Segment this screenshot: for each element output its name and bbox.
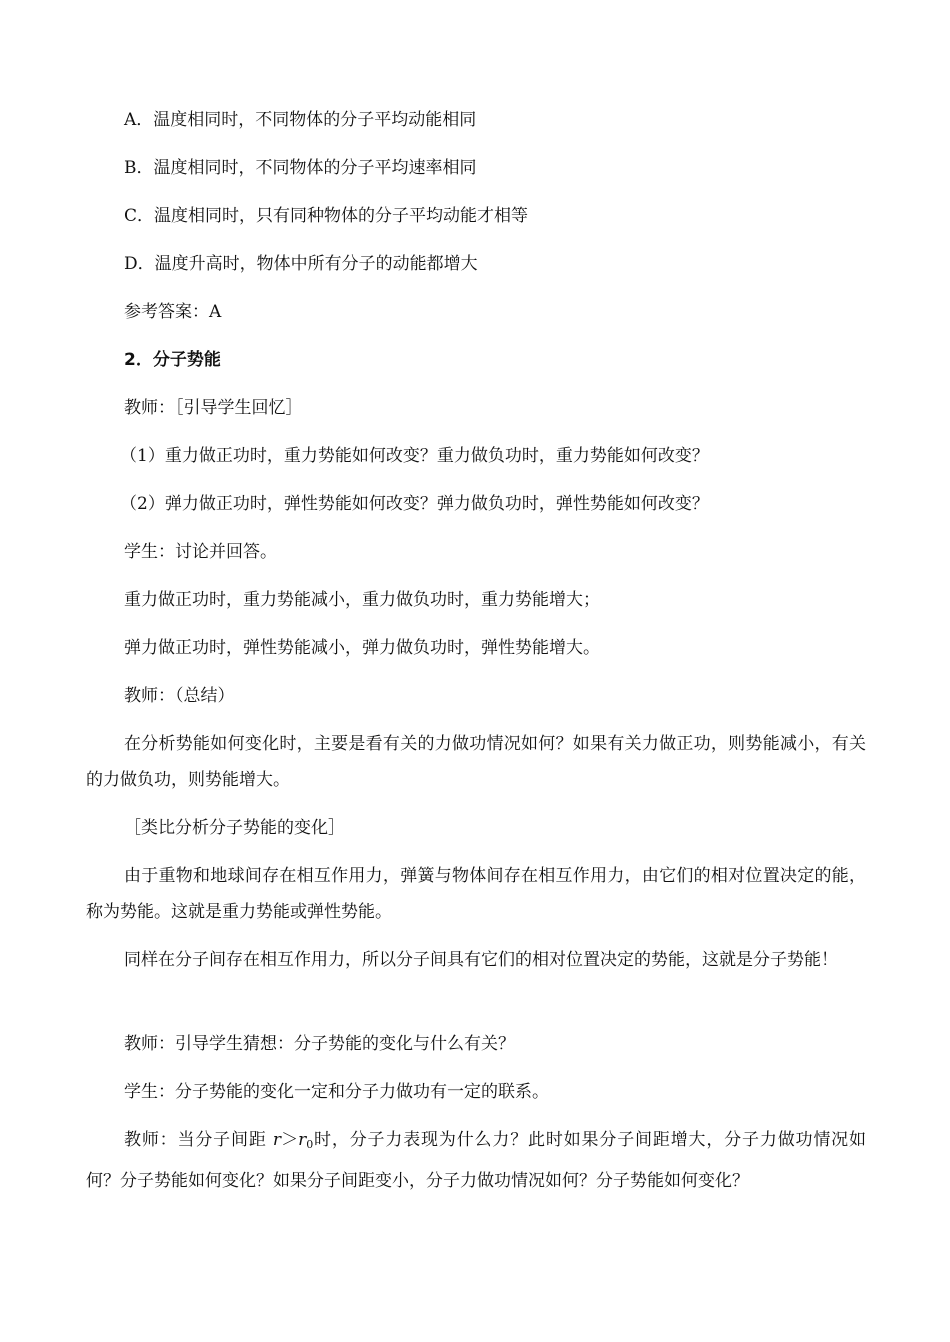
summary-paragraph: 在分析势能如何变化时，主要是看有关的力做功情况如何？如果有关力做正功，则势能减小，有关的力做负功，则势能增大。 [86, 734, 866, 790]
teacher-recall: 教师：［引导学生回忆］ [124, 398, 303, 418]
section-heading: 2．分子势能 [124, 350, 221, 370]
student-answer-2: 弹力做正功时，弹性势能减小，弹力做负功时，弹性势能增大。 [124, 638, 600, 658]
question-1: （1）重力做正功时，重力势能如何改变？重力做负功时，重力势能如何改变？ [120, 446, 709, 466]
variable-r: r [272, 1130, 282, 1150]
analogy-paragraph: 由于重物和地球间存在相互作用力，弹簧与物体间存在相互作用力，由它们的相对位置决定的能，称为势能。这就是重力势能或弹性势能。 [86, 866, 866, 922]
teacher-guess: 教师：引导学生猜想：分子势能的变化与什么有关？ [124, 1034, 515, 1054]
option-d: D．温度升高时，物体中所有分子的动能都增大 [124, 254, 478, 274]
variable-r0: r [298, 1130, 307, 1150]
teacher-summary-label: 教师：（总结） [124, 686, 235, 706]
teacher-question [86, 1122, 866, 1199]
student-answer-1: 重力做正功时，重力势能减小，重力做负功时，重力势能增大； [124, 590, 600, 610]
option-c: C．温度相同时，只有同种物体的分子平均动能才相等 [124, 206, 529, 226]
student-discuss: 学生：讨论并回答。 [124, 542, 277, 562]
option-b: B．温度相同时，不同物体的分子平均速率相同 [124, 158, 477, 178]
analogy-heading: ［类比分析分子势能的变化］ [124, 818, 345, 838]
greater-than-sign: ＞ [281, 1130, 299, 1150]
teacher-question-suffix: 时，分子力表现为什么力？此时如果分子间距增大，分子力做功情况如何？分子势能如何变化？如果分子间距变小，分子力做功情况如何？分子势能如何变化？ [86, 1130, 867, 1191]
question-2: （2）弹力做正功时，弹性势能如何改变？弹力做负功时，弹性势能如何改变？ [120, 494, 709, 514]
student-guess: 学生：分子势能的变化一定和分子力做功有一定的联系。 [124, 1082, 549, 1102]
teacher-question-prefix: 教师：当分子间距 [124, 1130, 267, 1150]
option-a: A．温度相同时，不同物体的分子平均动能相同 [124, 110, 477, 130]
reference-answer: 参考答案：A [124, 302, 222, 322]
molecular-potential-paragraph: 同样在分子间存在相互作用力，所以分子间具有它们的相对位置决定的势能，这就是分子势能！ [124, 950, 838, 970]
subscript-zero: 0 [306, 1138, 314, 1151]
